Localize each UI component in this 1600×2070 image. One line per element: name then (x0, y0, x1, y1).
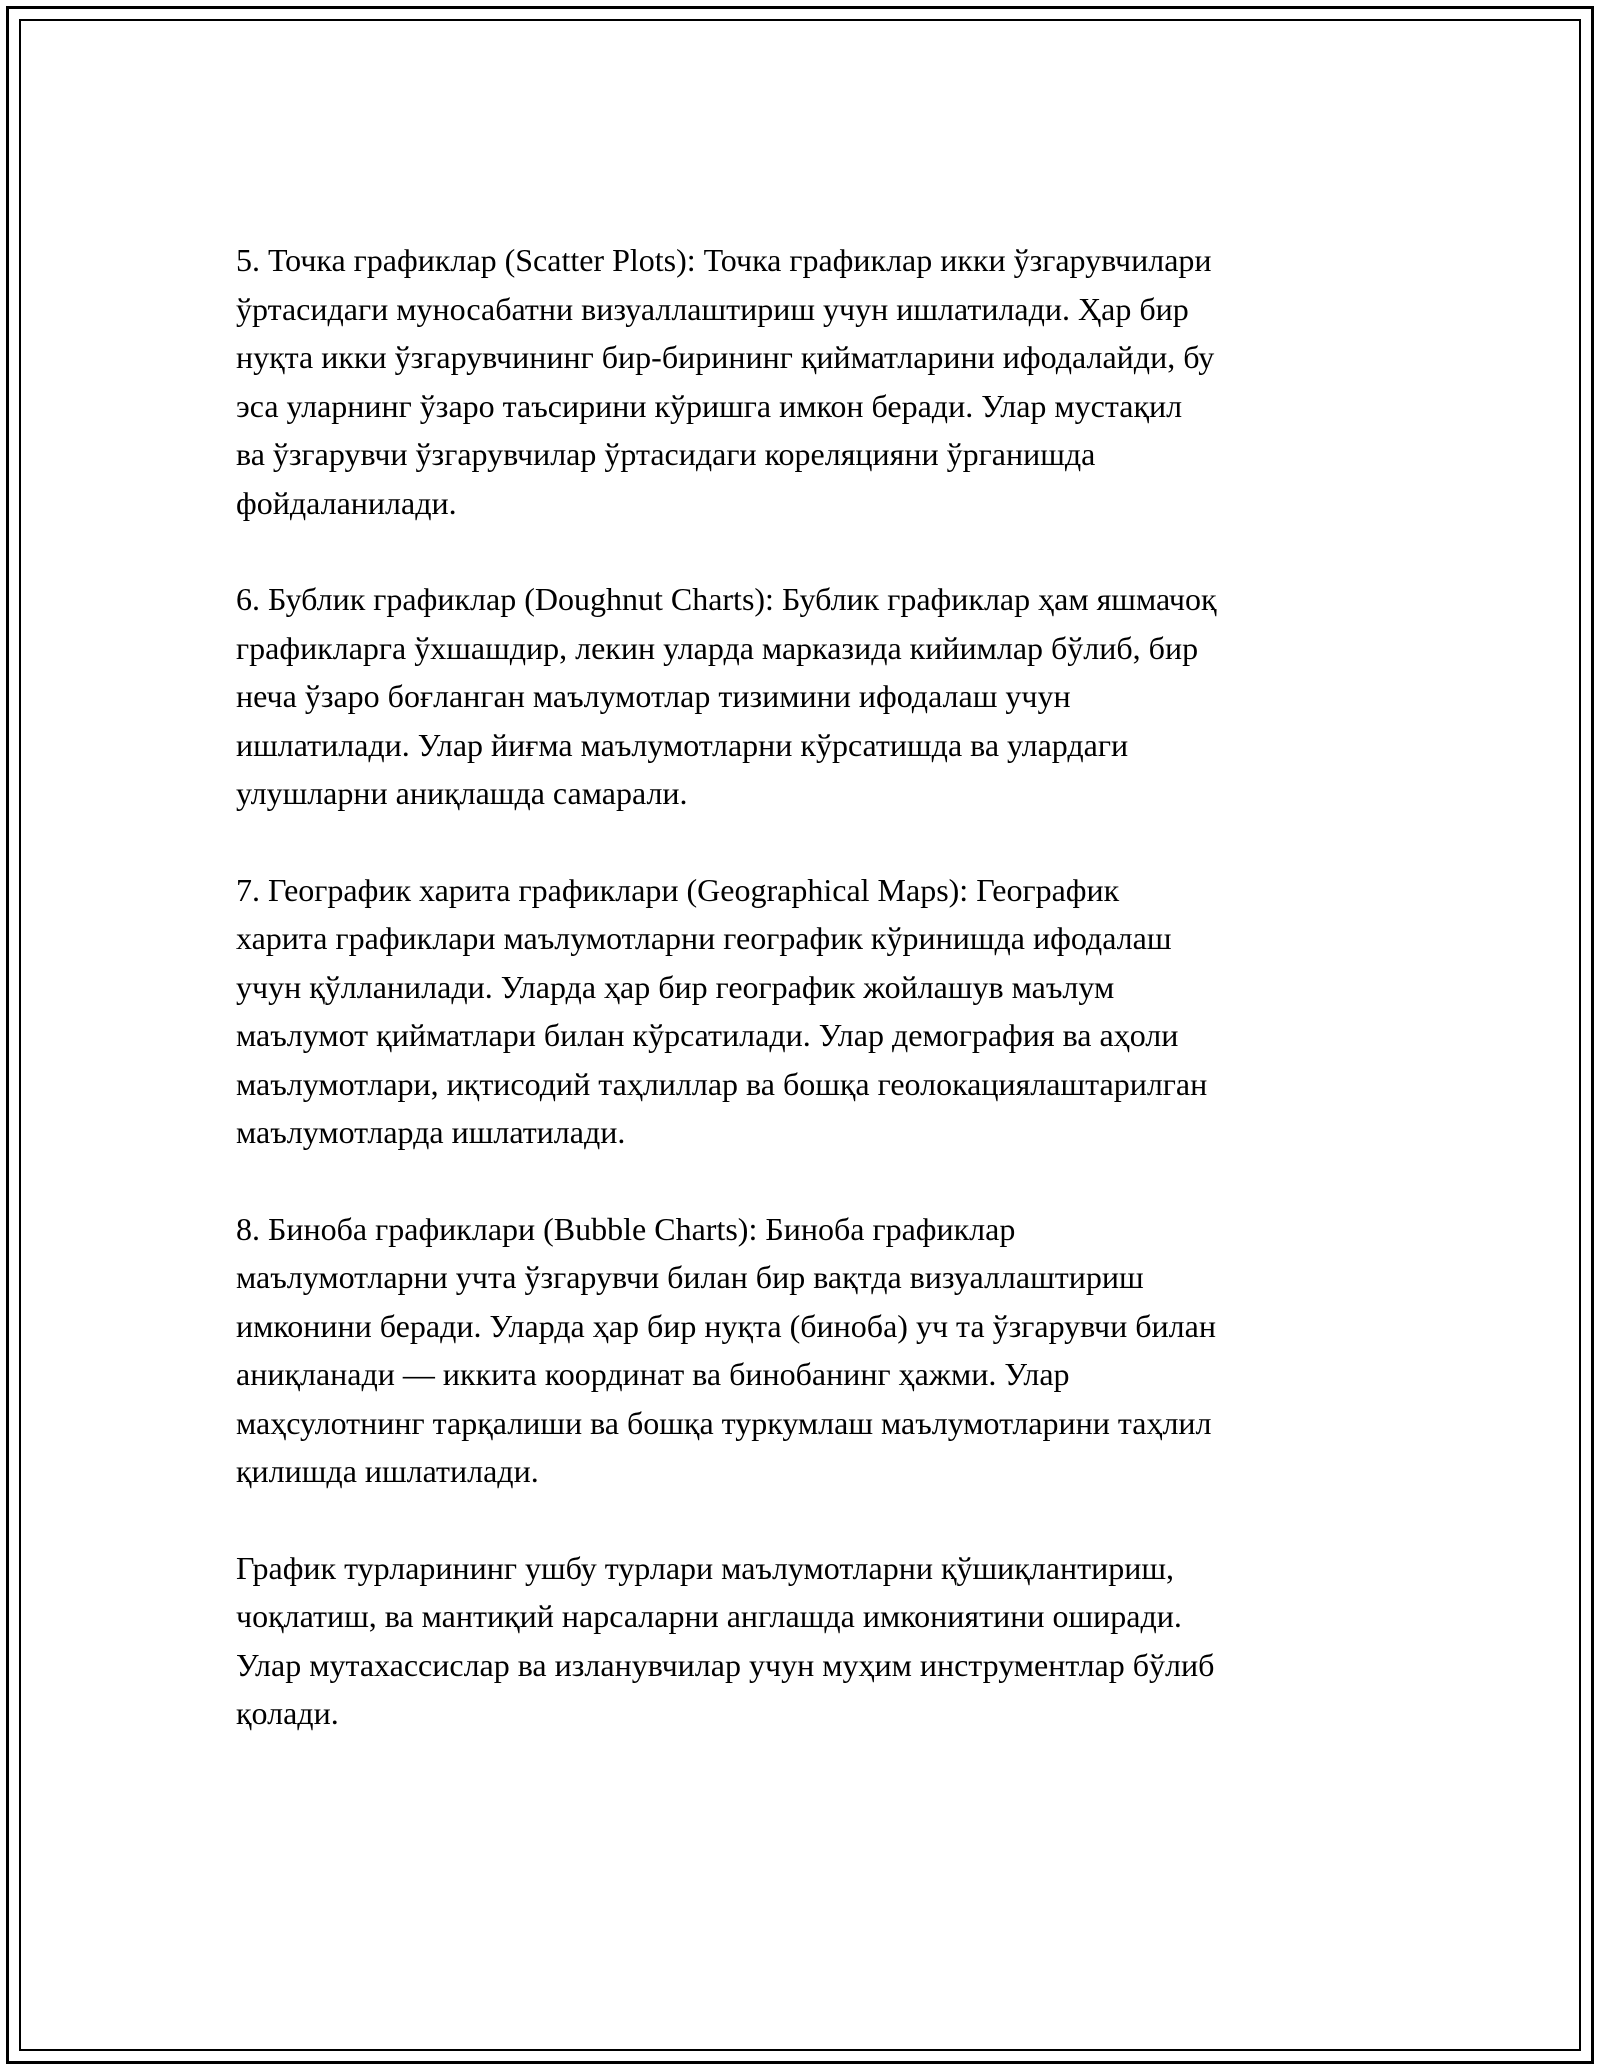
text-line: маълумотларда ишлатилади. (236, 1114, 626, 1150)
paragraph-bubble-charts (236, 1205, 1376, 1496)
text-line: нуқта икки ўзгарувчининг бир-бирининг қийматларини ифодалайди, бу (236, 339, 1215, 375)
paragraph-geographical-maps (236, 866, 1376, 1157)
text-line: учун қўлланилади. Уларда ҳар бир географик жойлашув маълум (236, 968, 1115, 1005)
text-line: Улар мутахассислар ва изланувчилар учун муҳим инструментлар бўлиб (236, 1646, 1215, 1683)
text-line: графикларга ўхшашдир, лекин уларда марказида кийимлар бўлиб, бир (236, 629, 1199, 666)
paragraph-doughnut-charts (236, 575, 1376, 818)
text-line: қилишда ишлатилади. (236, 1453, 539, 1489)
paragraph-conclusion (236, 1544, 1376, 1738)
text-line: 7. Географик харита графиклари (Geographical Maps): Географик (236, 871, 1120, 908)
text-line: 8. Бинoба графиклари (Bubble Charts): Бинoба графиклар (236, 1210, 1016, 1247)
text-line: аниқланади — иккита координат ва бинoбанинг ҳажми. Улар (236, 1356, 1070, 1392)
text-line: фойдаланилади. (236, 484, 457, 521)
text-line: улушларни аниқлашда самарали. (236, 775, 688, 811)
text-line: ва ўзгарувчи ўзгарувчилар ўртасидаги кореляцияни ўрганишда (236, 436, 1096, 472)
text-line: маҳсулотнинг тарқалиши ва бошқа туркумлаш маълумотларини таҳлил (236, 1404, 1212, 1441)
text-line: чоқлатиш, ва мантиқий нарсаларни англашда имкониятини оширади. (236, 1598, 1182, 1634)
document-body (236, 236, 1376, 1786)
text-line: 5. Точка графиклар (Scatter Plots): Точка графиклар икки ўзгарувчилари (236, 242, 1212, 278)
text-line: харита графиклари маълумотларни географик кўринишда ифодалаш (236, 920, 1172, 956)
text-line: График турларининг ушбу турлари маълумотларни қўшиқлантириш, (236, 1549, 1174, 1586)
text-line: 6. Бублик графиклар (Doughnut Charts): Бублик графиклар ҳам яшмачоқ (236, 581, 1217, 617)
text-line: маълумотлари, иқтисодий таҳлиллар ва бошқа геолокациялаштарилган (236, 1065, 1208, 1102)
text-line: ишлатилади. Улар йиғма маълумотларни кўрсатишда ва улардаги (236, 726, 1129, 763)
text-line: маълумотларни учта ўзгарувчи билан бир вақтда визуаллаштириш (236, 1259, 1144, 1295)
paragraph-scatter-plots (236, 236, 1376, 527)
text-line: ўртасидаги муносабатни визуаллаштириш учун ишлатилади. Ҳар бир (236, 290, 1189, 327)
text-line: маълумот қийматлари билан кўрсатилади. Улар демография ва аҳоли (236, 1017, 1179, 1053)
text-line: қолади. (236, 1695, 339, 1731)
text-line: имконини беради. Уларда ҳар бир нуқта (бинoба) уч та ўзгарувчи билан (236, 1307, 1216, 1344)
text-line: эса уларнинг ўзаро таъсирини кўришга имкон беради. Улар мустақил (236, 387, 1183, 424)
text-line: неча ўзаро боғланган маълумотлар тизимини ифодалаш учун (236, 678, 1071, 714)
